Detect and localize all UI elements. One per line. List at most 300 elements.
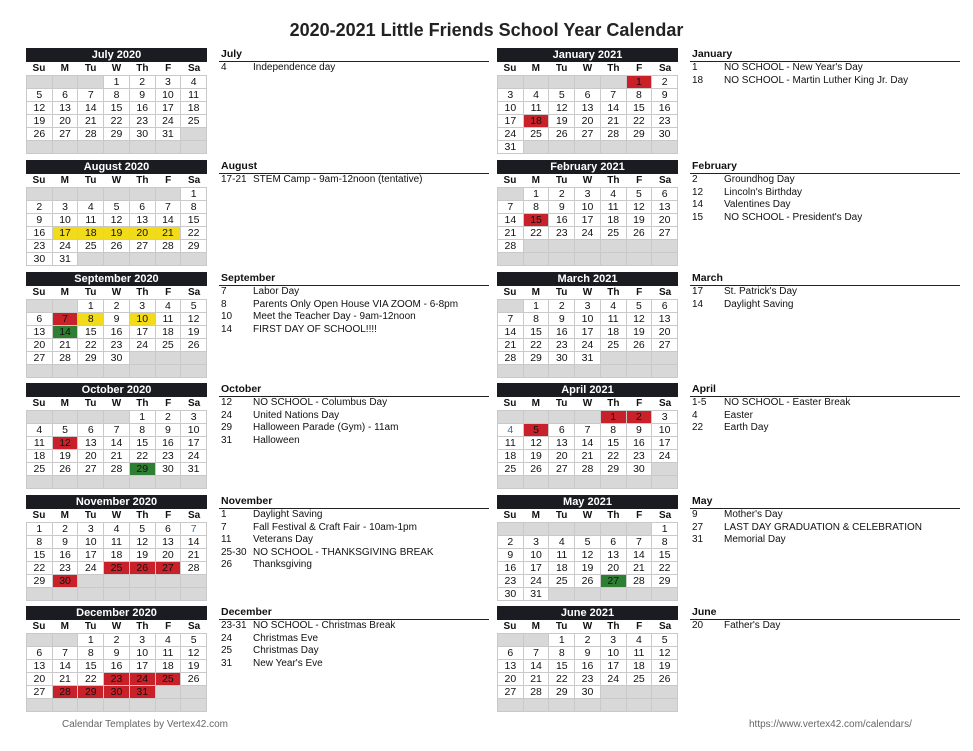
event-text: Fall Festival & Craft Fair - 10am-1pm bbox=[253, 521, 417, 533]
day-cell: 14 bbox=[524, 660, 550, 673]
events-title: July bbox=[219, 48, 489, 62]
day-cell: 20 bbox=[549, 450, 575, 463]
day-cell: 21 bbox=[601, 115, 627, 128]
day-cell: 22 bbox=[181, 227, 207, 240]
day-cell: 10 bbox=[53, 214, 79, 227]
empty-cell bbox=[78, 141, 104, 154]
empty-cell bbox=[498, 300, 524, 313]
weekday-label: W bbox=[111, 510, 122, 521]
weekday-label: W bbox=[582, 175, 593, 186]
month-block-november bbox=[26, 495, 496, 605]
empty-cell bbox=[627, 699, 653, 712]
weekday-header bbox=[26, 174, 207, 187]
event-text: United Nations Day bbox=[253, 409, 340, 421]
weekday-label: M bbox=[531, 175, 540, 186]
events-list bbox=[219, 606, 489, 670]
day-grid bbox=[26, 187, 207, 266]
day-cell: 31 bbox=[181, 463, 207, 476]
day-cell: 7 bbox=[575, 424, 601, 437]
mini-calendar bbox=[26, 606, 207, 712]
day-cell: 27 bbox=[156, 562, 182, 575]
event-row bbox=[690, 534, 960, 547]
empty-cell bbox=[498, 476, 524, 489]
weekday-label: M bbox=[60, 621, 69, 632]
empty-cell bbox=[27, 188, 53, 201]
empty-cell bbox=[575, 365, 601, 378]
day-cell: 16 bbox=[104, 326, 130, 339]
event-row bbox=[219, 633, 489, 646]
weekday-label: M bbox=[531, 63, 540, 74]
weekday-label: Th bbox=[136, 63, 149, 74]
day-cell: 4 bbox=[498, 424, 524, 437]
day-cell: 25 bbox=[601, 339, 627, 352]
weekday-label: Th bbox=[136, 398, 149, 409]
empty-cell bbox=[181, 588, 207, 601]
month-block-december bbox=[26, 606, 496, 716]
empty-cell bbox=[104, 575, 130, 588]
mini-calendar bbox=[497, 383, 678, 489]
day-cell: 15 bbox=[78, 326, 104, 339]
weekday-label: M bbox=[531, 621, 540, 632]
empty-cell bbox=[601, 76, 627, 89]
day-cell: 24 bbox=[130, 339, 156, 352]
weekday-label: Tu bbox=[555, 175, 568, 186]
events-title: September bbox=[219, 272, 489, 286]
day-cell: 8 bbox=[601, 424, 627, 437]
day-cell: 24 bbox=[652, 450, 678, 463]
empty-cell bbox=[627, 588, 653, 601]
event-date: 15 bbox=[692, 211, 704, 223]
empty-cell bbox=[181, 141, 207, 154]
event-date: 26 bbox=[221, 559, 233, 570]
weekday-header bbox=[26, 509, 207, 522]
day-cell: 21 bbox=[575, 450, 601, 463]
day-cell: 7 bbox=[498, 201, 524, 214]
empty-cell bbox=[627, 352, 653, 365]
day-cell: 19 bbox=[549, 115, 575, 128]
day-cell: 29 bbox=[524, 352, 550, 365]
day-cell: 16 bbox=[53, 549, 79, 562]
day-cell: 12 bbox=[627, 313, 653, 326]
event-row bbox=[690, 62, 960, 75]
day-cell: 3 bbox=[601, 634, 627, 647]
day-cell: 1 bbox=[524, 300, 550, 313]
day-cell: 11 bbox=[498, 437, 524, 450]
footer-url: https://www.vertex42.com/calendars/ bbox=[749, 719, 912, 730]
day-grid bbox=[26, 633, 207, 712]
weekday-label: M bbox=[60, 398, 69, 409]
day-cell: 18 bbox=[181, 102, 207, 115]
day-cell: 22 bbox=[601, 450, 627, 463]
day-cell: 5 bbox=[524, 424, 550, 437]
day-cell: 22 bbox=[524, 227, 550, 240]
day-cell: 18 bbox=[601, 214, 627, 227]
day-cell: 30 bbox=[652, 128, 678, 141]
weekday-label: F bbox=[165, 175, 172, 186]
day-cell: 10 bbox=[498, 102, 524, 115]
event-text: NO SCHOOL - Martin Luther King Jr. Day bbox=[724, 74, 909, 86]
day-grid bbox=[497, 299, 678, 378]
day-cell: 2 bbox=[549, 188, 575, 201]
weekday-label: Th bbox=[136, 621, 149, 632]
day-cell: 4 bbox=[27, 424, 53, 437]
month-header: July 2020 bbox=[26, 48, 207, 62]
day-cell: 12 bbox=[130, 536, 156, 549]
event-date: 18 bbox=[692, 74, 704, 86]
day-cell: 13 bbox=[601, 549, 627, 562]
empty-cell bbox=[627, 523, 653, 536]
weekday-label: Sa bbox=[658, 175, 672, 186]
events-list bbox=[690, 606, 960, 633]
day-cell: 1 bbox=[130, 411, 156, 424]
weekday-label: Sa bbox=[658, 621, 672, 632]
empty-cell bbox=[130, 188, 156, 201]
weekday-header bbox=[497, 62, 678, 75]
weekday-label: Th bbox=[607, 63, 620, 74]
empty-cell bbox=[524, 141, 550, 154]
empty-cell bbox=[549, 523, 575, 536]
day-cell: 27 bbox=[575, 128, 601, 141]
empty-cell bbox=[156, 699, 182, 712]
empty-cell bbox=[627, 253, 653, 266]
day-cell: 12 bbox=[652, 647, 678, 660]
day-cell: 11 bbox=[549, 549, 575, 562]
event-row bbox=[690, 286, 960, 299]
weekday-label: Th bbox=[136, 175, 149, 186]
empty-cell bbox=[498, 253, 524, 266]
empty-cell bbox=[181, 253, 207, 266]
event-date: 31 bbox=[692, 534, 704, 545]
empty-cell bbox=[181, 476, 207, 489]
day-cell: 21 bbox=[53, 339, 79, 352]
day-cell: 9 bbox=[27, 214, 53, 227]
day-cell: 8 bbox=[627, 89, 653, 102]
empty-cell bbox=[156, 365, 182, 378]
day-grid bbox=[26, 410, 207, 489]
day-cell: 1 bbox=[181, 188, 207, 201]
day-cell: 30 bbox=[498, 588, 524, 601]
empty-cell bbox=[78, 188, 104, 201]
day-cell: 16 bbox=[549, 326, 575, 339]
day-cell: 9 bbox=[575, 647, 601, 660]
event-text: Groundhog Day bbox=[724, 174, 795, 185]
day-cell: 31 bbox=[156, 128, 182, 141]
weekday-label: Tu bbox=[555, 63, 568, 74]
weekday-label: Su bbox=[503, 621, 517, 632]
day-cell: 15 bbox=[78, 660, 104, 673]
weekday-label: M bbox=[60, 175, 69, 186]
day-grid bbox=[497, 522, 678, 601]
event-text: Parents Only Open House VIA ZOOM - 6-8pm bbox=[253, 298, 459, 310]
day-cell: 7 bbox=[524, 647, 550, 660]
day-cell: 24 bbox=[498, 128, 524, 141]
day-cell: 31 bbox=[130, 686, 156, 699]
day-cell: 22 bbox=[78, 339, 104, 352]
day-cell: 11 bbox=[104, 536, 130, 549]
day-cell: 30 bbox=[156, 463, 182, 476]
day-cell: 4 bbox=[601, 188, 627, 201]
day-cell: 7 bbox=[627, 536, 653, 549]
day-cell: 8 bbox=[652, 536, 678, 549]
weekday-label: F bbox=[165, 287, 172, 298]
day-cell: 4 bbox=[627, 634, 653, 647]
footer-credit: Calendar Templates by Vertex42.com bbox=[62, 719, 229, 730]
event-row bbox=[690, 397, 960, 410]
day-cell: 7 bbox=[181, 523, 207, 536]
day-cell: 19 bbox=[627, 326, 653, 339]
day-cell: 1 bbox=[627, 76, 653, 89]
events-title: March bbox=[690, 272, 960, 286]
day-cell: 26 bbox=[181, 339, 207, 352]
mini-calendar bbox=[497, 606, 678, 712]
event-date: 24 bbox=[221, 409, 233, 421]
day-cell: 26 bbox=[524, 463, 550, 476]
day-cell: 23 bbox=[156, 450, 182, 463]
events-title: December bbox=[219, 606, 489, 620]
month-block-march bbox=[497, 272, 967, 382]
day-cell: 21 bbox=[498, 339, 524, 352]
day-cell: 27 bbox=[27, 352, 53, 365]
day-cell: 29 bbox=[130, 463, 156, 476]
event-date: 1-5 bbox=[692, 397, 707, 408]
day-cell: 14 bbox=[53, 326, 79, 339]
day-cell: 13 bbox=[498, 660, 524, 673]
empty-cell bbox=[181, 128, 207, 141]
weekday-label: M bbox=[531, 287, 540, 298]
day-cell: 13 bbox=[549, 437, 575, 450]
day-cell: 7 bbox=[601, 89, 627, 102]
empty-cell bbox=[53, 588, 79, 601]
day-cell: 9 bbox=[104, 647, 130, 660]
day-cell: 13 bbox=[652, 313, 678, 326]
weekday-label: F bbox=[165, 510, 172, 521]
day-cell: 26 bbox=[627, 339, 653, 352]
day-cell: 6 bbox=[575, 89, 601, 102]
day-cell: 23 bbox=[130, 115, 156, 128]
weekday-header bbox=[497, 397, 678, 410]
empty-cell bbox=[601, 686, 627, 699]
month-header: November 2020 bbox=[26, 495, 207, 509]
event-row bbox=[219, 534, 489, 547]
weekday-label: Sa bbox=[187, 175, 201, 186]
day-cell: 14 bbox=[104, 437, 130, 450]
weekday-label: Th bbox=[136, 510, 149, 521]
empty-cell bbox=[498, 365, 524, 378]
day-cell: 11 bbox=[156, 647, 182, 660]
day-cell: 9 bbox=[627, 424, 653, 437]
day-cell: 31 bbox=[575, 352, 601, 365]
day-cell: 16 bbox=[549, 214, 575, 227]
day-cell: 19 bbox=[104, 227, 130, 240]
event-row bbox=[219, 410, 489, 423]
day-cell: 18 bbox=[104, 549, 130, 562]
weekday-label: F bbox=[636, 621, 643, 632]
day-cell: 19 bbox=[130, 549, 156, 562]
day-cell: 29 bbox=[652, 575, 678, 588]
day-cell: 17 bbox=[181, 437, 207, 450]
event-row bbox=[219, 645, 489, 658]
empty-cell bbox=[181, 686, 207, 699]
weekday-label: F bbox=[165, 63, 172, 74]
events-list bbox=[690, 272, 960, 311]
weekday-label: Tu bbox=[84, 510, 97, 521]
day-cell: 20 bbox=[498, 673, 524, 686]
event-row bbox=[690, 422, 960, 435]
empty-cell bbox=[53, 300, 79, 313]
day-cell: 15 bbox=[601, 437, 627, 450]
day-cell: 3 bbox=[78, 523, 104, 536]
day-cell: 20 bbox=[156, 549, 182, 562]
day-cell: 2 bbox=[104, 300, 130, 313]
day-cell: 25 bbox=[627, 673, 653, 686]
empty-cell bbox=[549, 411, 575, 424]
day-cell: 23 bbox=[549, 339, 575, 352]
day-cell: 17 bbox=[78, 549, 104, 562]
empty-cell bbox=[575, 588, 601, 601]
weekday-label: Su bbox=[32, 175, 46, 186]
empty-cell bbox=[156, 575, 182, 588]
day-cell: 26 bbox=[53, 463, 79, 476]
day-cell: 8 bbox=[524, 313, 550, 326]
day-cell: 30 bbox=[575, 686, 601, 699]
month-block-august bbox=[26, 160, 496, 270]
events-title: October bbox=[219, 383, 489, 397]
empty-cell bbox=[524, 699, 550, 712]
day-cell: 27 bbox=[27, 686, 53, 699]
events-list bbox=[219, 160, 489, 187]
day-cell: 6 bbox=[156, 523, 182, 536]
day-cell: 14 bbox=[78, 102, 104, 115]
month-block-october bbox=[26, 383, 496, 493]
event-date: 17-21 bbox=[221, 174, 247, 185]
day-cell: 24 bbox=[53, 240, 79, 253]
day-cell: 8 bbox=[27, 536, 53, 549]
empty-cell bbox=[498, 634, 524, 647]
event-date: 1 bbox=[692, 62, 698, 73]
event-row bbox=[219, 522, 489, 535]
day-cell: 15 bbox=[524, 214, 550, 227]
day-cell: 20 bbox=[575, 115, 601, 128]
event-text: NO SCHOOL - Easter Break bbox=[724, 397, 851, 408]
event-row bbox=[690, 212, 960, 225]
event-date: 22 bbox=[692, 422, 704, 433]
day-cell: 17 bbox=[53, 227, 79, 240]
weekday-label: Su bbox=[503, 63, 517, 74]
event-text: Christmas Day bbox=[253, 645, 319, 656]
empty-cell bbox=[130, 141, 156, 154]
empty-cell bbox=[549, 476, 575, 489]
event-date: 29 bbox=[221, 422, 233, 433]
weekday-label: Su bbox=[32, 287, 46, 298]
day-cell: 28 bbox=[53, 352, 79, 365]
day-cell: 20 bbox=[78, 450, 104, 463]
event-text: Thanksgiving bbox=[253, 559, 312, 570]
day-cell: 13 bbox=[130, 214, 156, 227]
weekday-label: Th bbox=[607, 510, 620, 521]
event-row bbox=[219, 435, 489, 448]
empty-cell bbox=[181, 575, 207, 588]
day-cell: 30 bbox=[27, 253, 53, 266]
day-cell: 5 bbox=[627, 188, 653, 201]
day-cell: 6 bbox=[549, 424, 575, 437]
day-cell: 9 bbox=[498, 549, 524, 562]
day-cell: 16 bbox=[627, 437, 653, 450]
day-cell: 7 bbox=[53, 647, 79, 660]
day-cell: 21 bbox=[524, 673, 550, 686]
day-cell: 3 bbox=[130, 634, 156, 647]
empty-cell bbox=[627, 365, 653, 378]
day-cell: 17 bbox=[524, 562, 550, 575]
day-cell: 3 bbox=[130, 300, 156, 313]
weekday-label: W bbox=[582, 287, 593, 298]
day-cell: 9 bbox=[549, 313, 575, 326]
day-cell: 10 bbox=[130, 647, 156, 660]
day-cell: 12 bbox=[104, 214, 130, 227]
event-date: 27 bbox=[692, 521, 704, 533]
day-cell: 16 bbox=[575, 660, 601, 673]
day-cell: 15 bbox=[104, 102, 130, 115]
day-cell: 17 bbox=[498, 115, 524, 128]
weekday-label: Tu bbox=[84, 63, 97, 74]
event-text: NO SCHOOL - New Year's Day bbox=[724, 62, 863, 73]
day-cell: 19 bbox=[53, 450, 79, 463]
empty-cell bbox=[652, 588, 678, 601]
weekday-header bbox=[497, 174, 678, 187]
event-row bbox=[219, 658, 489, 671]
event-date: 17 bbox=[692, 286, 704, 297]
event-row bbox=[690, 299, 960, 312]
event-row bbox=[219, 311, 489, 324]
day-cell: 23 bbox=[575, 673, 601, 686]
weekday-label: W bbox=[111, 175, 122, 186]
day-cell: 17 bbox=[575, 326, 601, 339]
empty-cell bbox=[524, 253, 550, 266]
weekday-label: Su bbox=[32, 398, 46, 409]
day-grid bbox=[26, 299, 207, 378]
day-cell: 16 bbox=[498, 562, 524, 575]
day-cell: 27 bbox=[652, 227, 678, 240]
day-cell: 28 bbox=[104, 463, 130, 476]
empty-cell bbox=[498, 76, 524, 89]
month-block-july bbox=[26, 48, 496, 158]
day-cell: 14 bbox=[627, 549, 653, 562]
day-cell: 26 bbox=[181, 673, 207, 686]
day-cell: 4 bbox=[181, 76, 207, 89]
day-cell: 16 bbox=[652, 102, 678, 115]
month-header: December 2020 bbox=[26, 606, 207, 620]
day-cell: 26 bbox=[549, 128, 575, 141]
event-date: 7 bbox=[221, 286, 227, 297]
day-cell: 4 bbox=[601, 300, 627, 313]
day-cell: 25 bbox=[78, 240, 104, 253]
event-text: NO SCHOOL - THANKSGIVING BREAK bbox=[253, 546, 434, 558]
day-cell: 7 bbox=[156, 201, 182, 214]
day-cell: 28 bbox=[498, 352, 524, 365]
day-cell: 25 bbox=[524, 128, 550, 141]
event-date: 25 bbox=[221, 645, 233, 656]
empty-cell bbox=[104, 253, 130, 266]
weekday-label: Tu bbox=[84, 175, 97, 186]
day-cell: 2 bbox=[575, 634, 601, 647]
day-cell: 11 bbox=[78, 214, 104, 227]
day-cell: 6 bbox=[498, 647, 524, 660]
day-cell: 10 bbox=[652, 424, 678, 437]
weekday-label: Su bbox=[32, 510, 46, 521]
day-cell: 3 bbox=[498, 89, 524, 102]
page-title: 2020-2021 Little Friends School Year Calendar bbox=[289, 20, 684, 40]
day-cell: 17 bbox=[652, 437, 678, 450]
day-cell: 26 bbox=[652, 673, 678, 686]
